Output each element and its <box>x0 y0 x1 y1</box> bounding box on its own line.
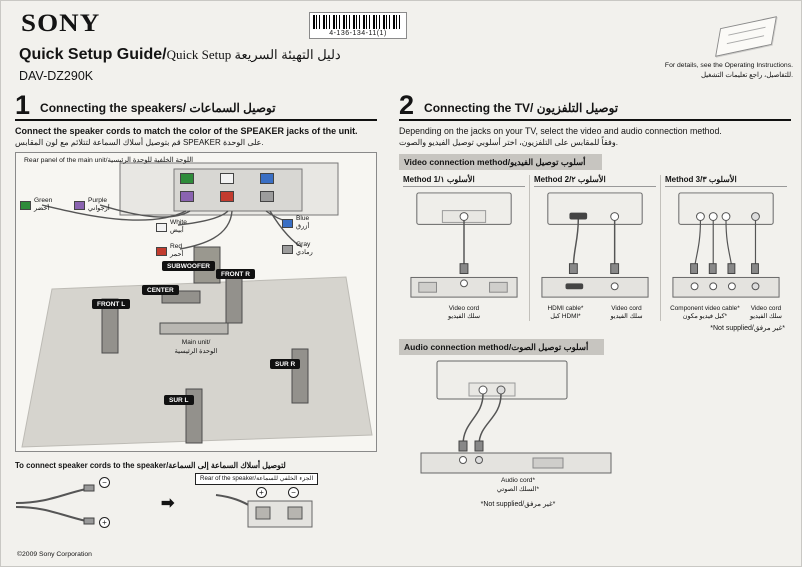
barcode-number: 4-136-134-11(1) <box>329 30 387 37</box>
front-r-speaker <box>226 273 242 323</box>
section2-header <box>399 90 791 121</box>
method-1-cord-ar: سلك الفيديو <box>448 313 480 321</box>
not-supplied-note-audio <box>413 500 623 508</box>
section2-instruction-ar: وفقاً للمقابس على التلفزيون، اختر أسلوبي توصيل الفيديو والصوت. <box>399 138 618 148</box>
wire-end-bottom <box>84 518 94 524</box>
jack-green <box>180 173 194 184</box>
tv-video-jack <box>611 213 619 221</box>
main-unit-label-en: Main unit/ <box>181 339 211 347</box>
model-number: DAV-DZ290K <box>19 69 94 83</box>
doc-title-mid: Quick Setup <box>166 47 235 62</box>
red-label-ar: أحمر <box>170 251 184 259</box>
unit-rear-strip <box>673 278 779 298</box>
speaker-cord-wires <box>16 489 86 521</box>
jack-blue <box>260 173 274 184</box>
video-method-band-ar: أسلوب توصيل الفيديو <box>510 156 586 167</box>
audio-cord-ar: السلك الصوتي* <box>496 485 540 493</box>
unit-component-jack-2 <box>710 283 717 290</box>
operating-instructions-booklet-icon <box>715 16 777 57</box>
tag-front-r: FRONT R <box>216 269 255 279</box>
unit-rear-strip <box>542 278 648 298</box>
doc-title-ar: دليل التهيئة السريعة <box>234 47 341 62</box>
not-supplied-audio-ar: غير مرفق* <box>524 501 556 509</box>
unit-audio-jack-r <box>476 457 483 464</box>
audio-connection-diagram <box>413 359 623 477</box>
not-supplied-video-en: *Not supplied/ <box>710 325 754 333</box>
method-2-title <box>534 175 656 187</box>
minus-badge-terminal-icon: − <box>288 487 299 498</box>
white-label-en: White <box>170 219 187 227</box>
not-supplied-audio-en: *Not supplied/ <box>480 501 525 509</box>
video-method-band <box>399 154 602 170</box>
method-1-cord-en: Video cord <box>448 305 480 313</box>
terminal-clip-plus <box>256 507 270 519</box>
component-plug-2 <box>709 264 716 274</box>
method-1-title-en: Method 1/ <box>403 175 441 185</box>
tv-audio-jack-l <box>479 386 487 394</box>
tag-center: CENTER <box>142 285 179 295</box>
sur-r-speaker <box>292 349 308 403</box>
method-2-cord1-label <box>548 305 584 321</box>
component-plug-1 <box>691 264 698 274</box>
video-plug <box>460 264 468 274</box>
method-1-title-ar: الأسلوب ١ <box>440 175 475 185</box>
not-supplied-video-ar: غير مرفق* <box>753 325 785 333</box>
video-methods <box>399 175 791 321</box>
video-method-band-en: Video connection method/ <box>404 156 511 167</box>
section1-title-en: Connecting the speakers/ <box>40 101 187 116</box>
section1-number: 1 <box>15 90 31 120</box>
copyright-notice: ©2009 Sony Corporation <box>17 551 92 558</box>
arrow-right-icon: ➡ <box>161 495 175 513</box>
plus-badge-terminal-icon: + <box>256 487 267 498</box>
section2-title-en: Connecting the TV/ <box>424 101 534 116</box>
details-note-en: For details, see the Operating Instructions. <box>664 62 793 69</box>
purple-plug-icon <box>74 201 85 210</box>
tag-sur-r: SUR R <box>270 359 300 369</box>
doc-title-en: Quick Setup Guide/ <box>19 46 167 63</box>
audio-cord-lines <box>463 394 501 445</box>
speaker-connection-diagram <box>15 152 377 452</box>
speaker-cord-howto-title <box>15 461 377 470</box>
sony-logo: SONY <box>21 10 101 37</box>
color-label-purple <box>74 197 110 213</box>
method-1-cord-label <box>448 305 480 321</box>
section2-title-ar: توصيل التلفزيون <box>536 101 619 116</box>
unit-detail-right <box>490 283 508 293</box>
color-label-red <box>156 243 183 259</box>
section1-instruction-ar: قم بتوصيل أسلاك السماعة لتتلائم مع لون المقابس SPEAKER على الوحدة. <box>15 138 264 148</box>
terminal-clip-minus <box>288 507 302 519</box>
method-3-cord1-label <box>670 305 740 321</box>
red-label-en: Red <box>170 243 183 251</box>
green-label-en: Green <box>34 197 53 205</box>
component-cable-lines <box>695 221 756 268</box>
unit-video-jack <box>611 283 618 290</box>
hdmi-cable-line <box>573 220 578 268</box>
unit-detail <box>533 458 563 468</box>
doc-title <box>19 46 341 64</box>
method-3-title-en: Method 3/ <box>665 175 703 185</box>
unit-component-jack-3 <box>728 283 735 290</box>
purple-label-ar: أرجواني <box>88 205 110 213</box>
method-2-title-en: Method 2/ <box>534 175 572 185</box>
speaker-cord-howto-en: To connect speaker cords to the speaker/ <box>15 461 169 471</box>
purple-label-en: Purple <box>88 197 108 205</box>
hdmi-plug <box>569 264 577 274</box>
video-plug <box>611 264 619 274</box>
method-3-cord1-en: Component video cable* <box>670 305 740 313</box>
method-2-drawing <box>534 189 656 303</box>
gray-plug-icon <box>282 245 293 254</box>
color-label-white <box>156 219 187 235</box>
section-tv <box>399 90 791 509</box>
details-note-ar: للتفاصيل، راجع تعليمات التشغيل. <box>700 72 793 80</box>
tag-sur-l: SUR L <box>164 395 194 405</box>
jack-white <box>220 173 234 184</box>
main-unit-label <box>174 339 218 355</box>
method-2-labels <box>534 305 656 321</box>
color-label-gray <box>282 241 313 257</box>
main-unit-label-ar: الوحدة الرئيسية <box>174 347 218 355</box>
plus-badge-icon: + <box>99 517 110 528</box>
barcode <box>309 12 407 39</box>
unit-hdmi-jack <box>566 284 584 290</box>
color-label-blue <box>282 215 309 231</box>
minus-badge-icon: − <box>99 477 110 488</box>
unit-component-jack-1 <box>691 283 698 290</box>
audio-plug-l <box>459 441 467 451</box>
section2-instruction-en: Depending on the jacks on your TV, select the video and audio connection method. <box>399 126 722 137</box>
cord-into-terminal <box>216 495 252 507</box>
tag-subwoofer: SUBWOOFER <box>162 261 215 271</box>
method-2-cord1-en: HDMI cable* <box>547 305 584 313</box>
barcode-lines-icon <box>313 15 403 29</box>
audio-drawing <box>413 359 623 477</box>
gray-label-ar: رمادي <box>296 249 313 257</box>
method-3-labels <box>665 305 787 321</box>
audio-method-band-en: Audio connection method/ <box>404 341 512 352</box>
speaker-diagram-drawing <box>16 153 376 451</box>
audio-cord-en: Audio cord* <box>500 477 536 485</box>
method-3-cord2-en: Video cord <box>750 305 782 313</box>
method-3 <box>660 175 791 321</box>
tag-front-l: FRONT L <box>92 299 130 309</box>
component-plug-3 <box>728 264 735 274</box>
video-plug <box>752 264 759 274</box>
red-plug-icon <box>156 247 167 256</box>
method-2-cord2-ar: سلك الفيديو <box>610 313 643 321</box>
tv-component-jack-2 <box>709 213 717 221</box>
tv-audio-jack-r <box>497 386 505 394</box>
method-2-cord1-ar: كبل HDMI* <box>550 313 581 321</box>
speaker-cord-howto-ar: لتوصيل أسلاك السماعة إلى السماعة <box>168 461 286 471</box>
rear-panel-label-ar: اللوحة الخلفية للوحدة الرئيسية <box>107 157 194 165</box>
rear-of-speaker-label <box>195 473 318 485</box>
method-3-title-ar: الأسلوب ٣ <box>702 175 737 185</box>
not-supplied-note-video <box>399 324 791 332</box>
white-label-ar: أبيض <box>170 227 184 235</box>
green-plug-icon <box>20 201 31 210</box>
section1-header <box>15 90 377 121</box>
audio-cord-label <box>413 477 623 494</box>
section1-instruction-en: Connect the speaker cords to match the color of the SPEAKER jacks of the unit. <box>15 126 358 137</box>
main-unit-illustration <box>160 323 228 334</box>
method-2-title-ar: الأسلوب ٢ <box>571 175 606 185</box>
jack-purple <box>180 191 194 202</box>
section2-title <box>424 101 618 117</box>
method-1 <box>399 175 529 321</box>
blue-label-ar: أزرق <box>296 223 310 231</box>
tv-video-jack <box>460 213 468 221</box>
jack-red <box>220 191 234 202</box>
tv-hdmi-jack <box>569 213 587 220</box>
green-label-ar: أخضر <box>34 205 50 213</box>
audio-method-band-ar: أسلوب توصيل الصوت <box>511 341 589 352</box>
tv-audio-jack-panel <box>469 383 515 396</box>
method-2 <box>529 175 660 321</box>
method-2-cord2-en: Video cord <box>611 305 642 313</box>
section-speakers <box>15 90 377 537</box>
method-3-cord2-ar: سلك الفيديو <box>749 313 782 321</box>
method-3-drawing <box>665 189 787 303</box>
method-1-title <box>403 175 525 187</box>
section1-title <box>40 101 276 117</box>
tv-illustration <box>548 193 642 224</box>
tv-component-jack-3 <box>722 213 730 221</box>
speaker-cord-howto-diagram <box>15 473 377 537</box>
wire-end-top <box>84 485 94 491</box>
blue-plug-icon <box>282 219 293 228</box>
white-plug-icon <box>156 223 167 232</box>
rear-of-speaker-ar: الجزء الخلفي للسماعة <box>256 475 314 483</box>
unit-audio-jack-l <box>460 457 467 464</box>
method-3-cord1-ar: كبل فيديو مكون* <box>682 313 728 321</box>
tv-video-jack <box>752 213 760 221</box>
unit-detail-left <box>419 283 437 293</box>
jack-gray <box>260 191 274 202</box>
audio-plug-r <box>475 441 483 451</box>
gray-label-en: Gray <box>296 241 311 249</box>
rear-panel-label-en: Rear panel of the main unit/ <box>24 157 108 165</box>
unit-video-jack <box>461 280 468 287</box>
section2-number: 2 <box>399 90 415 120</box>
method-3-cord2-label <box>750 305 782 321</box>
color-label-green <box>20 197 52 213</box>
tv-component-jack-1 <box>697 213 705 221</box>
method-2-cord2-label <box>610 305 642 321</box>
rear-panel-label <box>24 156 193 164</box>
rear-of-speaker-en: Rear of the speaker/ <box>200 475 257 483</box>
blue-label-en: Blue <box>296 215 310 223</box>
unit-video-jack <box>752 283 759 290</box>
details-note <box>613 61 793 81</box>
method-3-title <box>665 175 787 187</box>
section1-title-ar: توصيل السماعات <box>189 101 276 116</box>
audio-method-band <box>399 339 604 355</box>
method-1-drawing <box>403 189 525 303</box>
unit-rear-strip <box>421 453 611 473</box>
method-1-labels <box>403 305 525 321</box>
